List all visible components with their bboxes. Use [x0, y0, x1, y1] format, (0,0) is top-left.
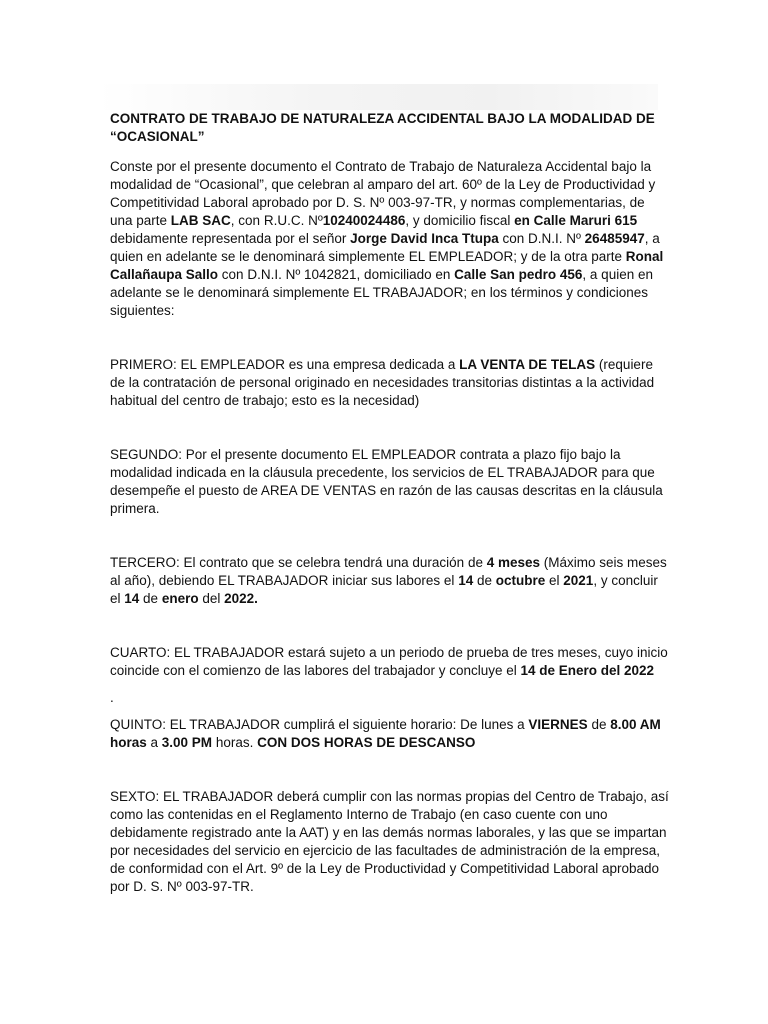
start-day: 14	[458, 573, 474, 588]
end-day: 14	[124, 591, 140, 606]
intro-text: , a quien en adelante se le denominará simplemente EL EMPLEADOR; y de la otra parte	[110, 231, 660, 264]
scan-shade	[98, 84, 658, 110]
end-year: 2022.	[224, 591, 258, 606]
intro-text: con D.N.I. Nº	[498, 231, 585, 246]
stray-period: .	[110, 690, 114, 705]
schedule-rest: CON DOS HORAS DE DESCANSO	[257, 735, 476, 750]
clause-quinto	[110, 716, 670, 752]
document-body	[110, 110, 670, 896]
company-address: en Calle Maruri 615	[514, 213, 638, 228]
clause-text: a	[146, 735, 162, 750]
clause-text: horas.	[212, 735, 258, 750]
clause-cuarto	[110, 644, 670, 680]
clause-text: del	[198, 591, 225, 606]
start-month: octubre	[495, 573, 546, 588]
schedule-end: 3.00 PM	[161, 735, 213, 750]
clause-text: (requiere de la contratación de personal originado en necesidades transitorias distintas a la actividad habitual del centro de trabajo; esto es la necesidad)	[110, 357, 655, 408]
representative-dni: 26485947	[584, 231, 645, 246]
worker-address: Calle San pedro 456	[454, 267, 583, 282]
worker-name: Ronal Callañaupa Sallo	[110, 249, 664, 282]
clause-text: (Máximo seis meses al año), debiendo EL TRABAJADOR iniciar sus labores el	[110, 555, 667, 588]
intro-text: , y domicilio fiscal	[405, 213, 515, 228]
clause-text: el	[545, 573, 564, 588]
intro-text: Conste por el presente documento el Contrato de Trabajo de Naturaleza Accidental bajo la modalidad de “Ocasional”, que celebran al amparo del art. 60º de la Ley de Productividad y Competitividad Laboral aprobado por D. S. Nº 003-97-TR, y normas complementarias, de una parte	[110, 159, 656, 228]
clause-text: SEGUNDO: Por el presente documento EL EMPLEADOR contrata a plazo fijo bajo la modalidad indicada en la cláusula precedente, los servicios de EL TRABAJADOR para que desempeñe el puesto de AREA DE VENTAS en razón de las causas descritas en la cláusula primera.	[110, 447, 663, 516]
clause-text: TERCERO: El contrato que se celebra tendrá una duración de	[110, 555, 487, 570]
company-name: LAB SAC	[170, 213, 231, 228]
clause-text: SEXTO: EL TRABAJADOR deberá cumplir con las normas propias del Centro de Trabajo, así como las contenidas en el Reglamento Interno de Trabajo (en caso cuente con uno debidamente registrado ante la AAT) y en las demás normas laborales, y las que se impartan por necesidades del servicio en ejercicio de las facultades de administración de la empresa, de conformidad con el Art. 9º de la Ley de Productividad y Competitividad Laboral aprobado por D. S. Nº 003-97-TR.	[110, 789, 669, 894]
probation-end-date: 14 de Enero del 2022	[520, 663, 655, 678]
schedule-start: 8.00 AM horas	[110, 717, 661, 750]
clause-sexto	[110, 788, 670, 896]
title-line-2: “OCASIONAL”	[110, 129, 205, 144]
end-month: enero	[161, 591, 199, 606]
clause-text: de	[473, 573, 496, 588]
clause-primero	[110, 356, 670, 410]
clause-text: CUARTO: EL TRABAJADOR estará sujeto a un periodo de prueba de tres meses, cuyo inicio coincide con el comienzo de las labores del trabajador y concluye el	[110, 645, 668, 678]
title-line-1: CONTRATO DE TRABAJO DE NATURALEZA ACCIDENTAL BAJO LA MODALIDAD DE	[110, 111, 655, 126]
company-ruc: 10240024486	[322, 213, 406, 228]
clause-text: PRIMERO: EL EMPLEADOR es una empresa dedicada a	[110, 357, 460, 372]
intro-text: debidamente representada por el señor	[110, 231, 351, 246]
clause-tercero	[110, 554, 670, 608]
document-title	[110, 110, 670, 146]
clause-text: , y concluir el	[110, 573, 658, 606]
intro-paragraph	[110, 158, 670, 320]
intro-text: con D.N.I. Nº 1042821, domiciliado en	[218, 267, 455, 282]
clause-text: de	[139, 591, 162, 606]
company-activity: LA VENTA DE TELAS	[459, 357, 596, 372]
schedule-day: VIERNES	[528, 717, 588, 732]
clause-text: QUINTO: EL TRABAJADOR cumplirá el siguiente horario: De lunes a	[110, 717, 529, 732]
representative-name: Jorge David Inca Ttupa	[350, 231, 499, 246]
clause-segundo	[110, 446, 670, 518]
clause-text: de	[587, 717, 611, 732]
contract-duration: 4 meses	[486, 555, 541, 570]
intro-text: , con R.U.C. Nº	[230, 213, 323, 228]
start-year: 2021	[563, 573, 594, 588]
intro-text: , a quien en adelante se le denominará simplemente EL TRABAJADOR; en los términos y condiciones siguientes:	[110, 267, 653, 318]
